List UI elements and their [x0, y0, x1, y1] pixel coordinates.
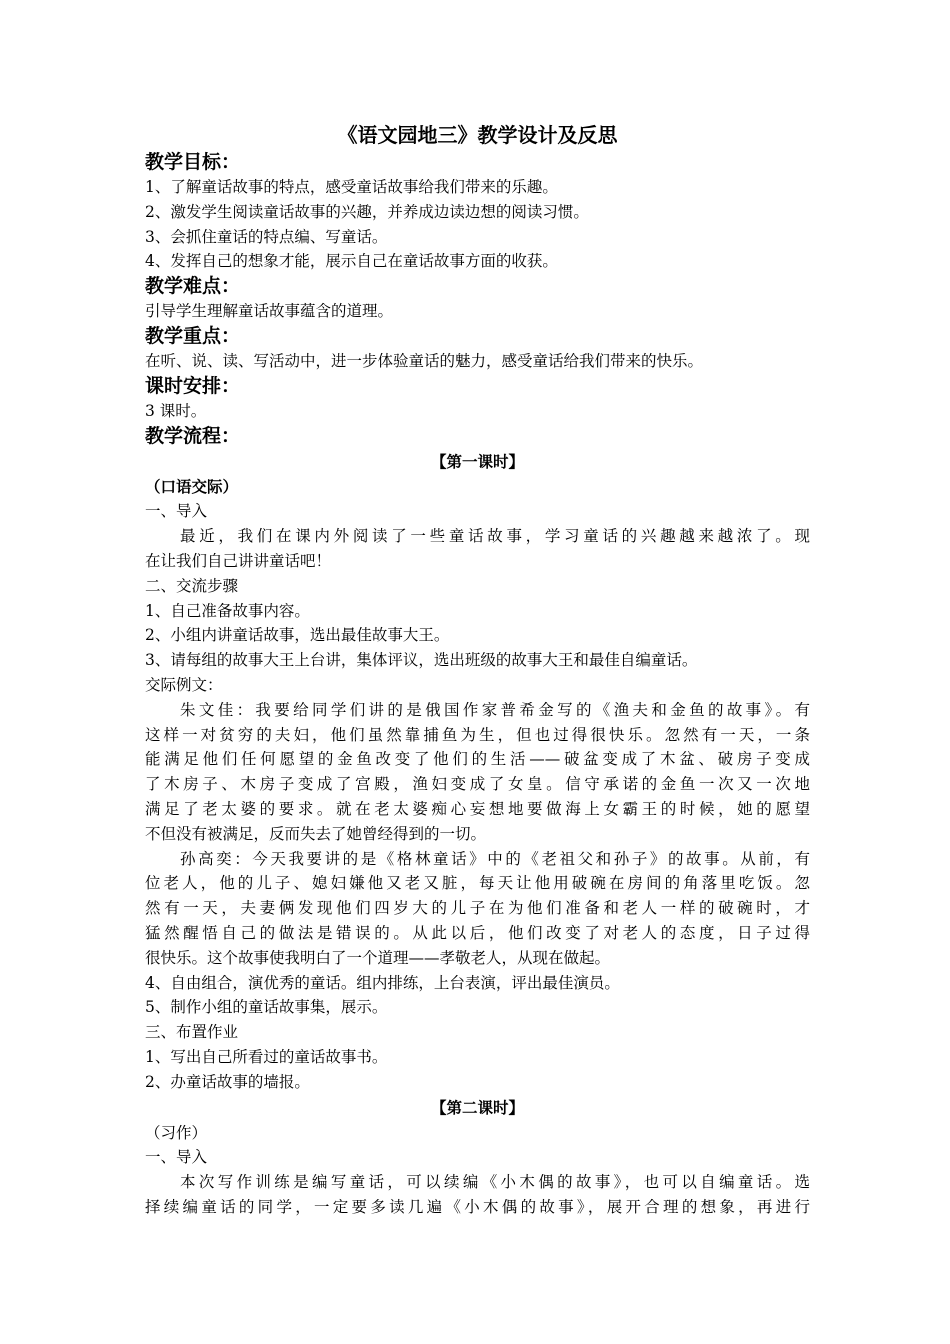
lesson1-subtitle: （口语交际）	[145, 477, 239, 496]
example2-line: 猛然醒悟自己的做法是错误的。从此以后，他们改变了对老人的态度，日子过得	[145, 923, 810, 942]
lesson2-subtitle: （习作）	[145, 1123, 208, 1142]
lesson2-intro-line: 本次写作训练是编写童话，可以续编《小木偶的故事》，也可以自编童话。选	[180, 1173, 810, 1192]
schedule-text: 3 课时。	[145, 401, 207, 420]
homework-heading: 三、布置作业	[145, 1023, 239, 1042]
schedule-heading: 课时安排：	[145, 374, 241, 397]
example1-line: 了木房子、木房子变成了宫殿，渔妇变成了女皇。信守承诺的金鱼一次又一次地	[145, 775, 810, 794]
example1-line: 朱文佳：我要给同学们讲的是俄国作家普希金写的《渔夫和金鱼的故事》。有	[180, 700, 810, 719]
lesson1-step: 3、请每组的故事大王上台讲，集体评议，选出班级的故事大王和最佳自编童话。	[145, 651, 698, 670]
objective-item: 1、了解童话故事的特点，感受童话故事给我们带来的乐趣。	[145, 178, 558, 196]
lesson2-title: 【第二课时】	[430, 1098, 524, 1117]
lesson1-step: 4、自由组合，演优秀的童话。组内排练，上台表演，评出最佳演员。	[145, 973, 620, 992]
focus-heading: 教学重点：	[145, 324, 241, 347]
lesson1-step: 2、小组内讲童话故事，选出最佳故事大王。	[145, 626, 450, 645]
homework-item: 1、写出自己所看过的童话故事书。	[145, 1047, 388, 1066]
focus-text: 在听、说、读、写活动中，进一步体验童话的魅力，感受童话给我们带来的快乐。	[145, 351, 704, 370]
example1-line: 能满足他们任何愿望的金鱼改变了他们的生活——破盆变成了木盆、破房子变成	[145, 750, 810, 769]
objective-item: 2、激发学生阅读童话故事的兴趣，并养成边读边想的阅读习惯。	[145, 202, 589, 221]
document-title: 《语文园地三》教学设计及反思	[337, 123, 618, 147]
lesson1-steps-heading: 二、交流步骤	[145, 576, 239, 595]
objective-item: 3、会抓住童话的特点编、写童话。	[145, 227, 388, 246]
example1-line: 满足了老太婆的要求。就在老太婆痴心妄想地要做海上女霸王的时候，她的愿望	[145, 799, 810, 818]
example2-line: 孙高奕：今天我要讲的是《格林童话》中的《老祖父和孙子》的故事。从前，有	[180, 849, 810, 868]
example2-line: 位老人，他的儿子、媳妇嫌他又老又脏，每天让他用破碗在房间的角落里吃饭。忽	[145, 874, 810, 893]
difficulty-heading: 教学难点：	[145, 275, 241, 298]
lesson1-step: 5、制作小组的童话故事集，展示。	[145, 998, 388, 1017]
lesson1-step: 1、自己准备故事内容。	[145, 601, 310, 620]
difficulty-text: 引导学生理解童话故事蕴含的道理。	[145, 302, 394, 321]
objective-item: 4、发挥自己的想象才能，展示自己在童话故事方面的收获。	[145, 252, 558, 271]
lesson1-intro-line: 最近，我们在课内外阅读了一些童话故事，学习童话的兴趣越来越浓了。现	[180, 527, 810, 546]
objectives-heading: 教学目标：	[145, 151, 241, 173]
lesson2-intro-heading: 一、导入	[145, 1148, 208, 1167]
homework-item: 2、办童话故事的墙报。	[145, 1072, 310, 1091]
example1-line: 这样一对贫穷的夫妇，他们虽然靠捕鱼为生，但也过得很快乐。忽然有一天，一条	[145, 725, 810, 744]
lesson1-title: 【第一课时】	[430, 452, 524, 471]
document-page	[145, 120, 810, 1220]
example2-line: 然有一天，夫妻俩发现他们四岁大的儿子在为他们准备和老人一样的破碗时，才	[145, 899, 810, 918]
example2-line: 很快乐。这个故事使我明白了一个道理——孝敬老人，从现在做起。	[145, 948, 611, 967]
example1-line: 不但没有被满足，反而失去了她曾经得到的一切。	[145, 824, 487, 843]
lesson1-intro-line: 在让我们自己讲讲童话吧！	[145, 551, 332, 570]
process-heading: 教学流程：	[145, 424, 241, 447]
lesson2-intro-line: 择续编童话的同学，一定要多读几遍《小木偶的故事》，展开合理的想象，再进行	[145, 1197, 810, 1216]
lesson1-intro-heading: 一、导入	[145, 502, 208, 521]
example-label: 交际例文：	[145, 675, 223, 694]
